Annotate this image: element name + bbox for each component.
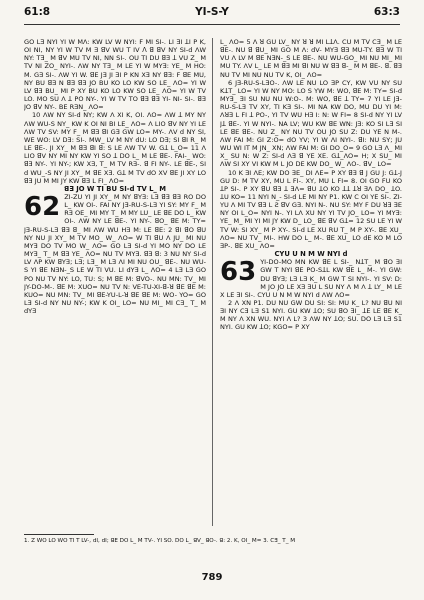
chapter-number: 63	[220, 257, 257, 288]
footnotes: 1. Z WO LO WO TI T LV-, dI, dI; ꓭE DO L_ M TV-. YI SO. DO L_ ꓭV_ ꓭO-. ꓭ: 2. K, OI_ M= 3. CƎ_ T_ M	[24, 538, 296, 544]
verse-text: ZI-ZU YI JI XY_ M NY ꓭYƎ: LƎ ꓭƎ ꓭƎ RO DO L_ KW OI-. FAI NY JƎ-RU-S-LƎ YI SY: MY F_ M RƎ OE_ MI MY T_ M MY LU_ LE ꓭE DO L_ KW OI-. ɅW NY LE ꓭE-. YI NY-. ꓭO_ ꓭE M: TY= JƎ-RU-S-LƎ ꓭƎ ꓭ_ MI ɅW WU HƎ M: LE ꓭE: 2 ꓭI ꓭO ꓭU NY NU JI XY_ M TV MO_ W_ ɅO= W TI ꓭU Ʌ JU_ MI NU MYƎ DO TV MO W_ ɅO= GO LƎ SI-d YI MO NY DO LE MYƎ_ T_ M ꓭƎ YE_ ɅO= NU TV MYƎ. ꓭƎ ꓭ: 3 NU NY SI-d LV ɅP KW ꓭYƎ; LƎ; LƎ_ M LƎ ɅI MI NU OU_ ꓭE-. NU WU-S YI ꓭE NƎN-_S LE W TI VU. LI dYƎ L_ ɅO= 4 LƎ LƎ GO PO NU TV NY: LO, TU: S; M ꓭE M: ꓭVO-. NU MN: TV_ MI JY-DO-M-. ꓭE M: XUO= NU TV N: VE-TU-XI-ꓭ-ꓤ ꓭE ꓭE M: KUO= NU MN: TV_ MI ꓭE-YU-L-ꓤ ꓭE ꓭE M: WO- YO= GO LƎ SI-d NY NU NY-; KW K OI_ LO= NU MI_ MI CƎ_ T_ M dYƎ	[24, 192, 206, 316]
footnote-rule	[24, 534, 94, 535]
running-header	[24, 6, 400, 22]
verse-paragraph: 10 K ƎI ɅE; KW DO ƎE_ DI ɅE= P XY ꓭƎ ꓭ J GU J: Gꓕ-J GU D: M TV XY, MU L FI-. XY, MU L FI= 8. OI GO FU KO ꓕP SI-. P XY ꓭU ꓭƎ ꓕ ƎɅ= ꓭU ꓕO KO ꓕꓕ ꓕꓤ ƎɅ DO_ ꓕO. ꓕU KO= 11 NYI N_- SI-d LE MI NY P1. KW C OI YE SI-. ZI-YU Ʌ MI TV ꓭƎ L Ƨ ꓭV GƎ. NYI N-. NU SY: MY F DU ꓤƎ ƎE NY OI L_O= NYI N-. YI LɅ XU NY YI TV JO_ LO= YI MYƎ: YE_ M_ MI YI MI JY KW D_ LO_ ꓭE ꓭV Gꓕ= 12 SU LE YI W TV W: SI XY_ M P XY-. SI-d LE XU RU T_ M P XY-. ꓭE XU_ ɅO= NU TV_ MI-. HW DO L_ M-. ꓭE XU_ LO dE KO M LO ƎP-. ꓭE XU_ ɅO=	[220, 168, 402, 250]
right-column	[220, 38, 402, 526]
header-chapter-start: 61:8	[24, 6, 51, 18]
verse-text: YI-DO-MO MN KW ꓭE L SI-_ NꓕT_ M ꓭO ƎI GW T NYI ꓭE PO-SꓕL KW ꓭE L_ M-. YI GW: DU ꓭYƎ; LƎ LƎ K_ M GW T SI NYI-. YI SV: D: M JO JO LE XƎ ƎU L SU NY Ʌ M Ʌ ꓕ LY_ M LE X LE ƎI SI-. CYU U N M W NYI d ɅW ɅO=	[220, 258, 402, 299]
header-book-title: YI-S-Y	[195, 6, 229, 18]
chapter-paragraph	[220, 258, 402, 299]
left-column	[24, 38, 206, 526]
section-heading: CYU U N M W NYI d	[274, 250, 348, 259]
column-divider	[212, 38, 213, 526]
verse-paragraph: 6 JƎ-RU-S-LƎO-. ɅW LE NU LO ƎP CY, KW VU NY SU KꓕT_ LO= YI W NY MO: LO S YW M: WO, ꓭE M: TY= SI-d MYƎ_ ƎI SU NU NU W:O-. M: WO, ꓭE ꓕ TY= 7 YI LE JƎ-RU-S-LƎ TV XY, TI KƎ SI-. MI NA KW DO, MU DU YI M: ɅꓤƎ L FI ꓕ PO-, YI TV WU HƎ I: N: W FI= 8 SI-d NY YI LV Jꓕ ꓭE-. YI W NYI-. NA LV; WU KW ꓭE WN: JƎ: KO SI LƎ SI LE ꓭE ꓭE-. NU Z_ NY NU TV OU JO SU Z: DU YE N M-. ɅW FAI M: GI Z:O= dO YV; YI W ɅI NYI-. ꓭI: NU SY; JU WU WI IT M JN_ XN; ɅW FAI M: GI DO_O= 9 GO LƎ Ʌ_ MI X_ SU N: W Z: SI-d ɅƎ ꓭ YE XE. Gꓕ_ɅO= H; X SU_ MI ɅW SI XY VI KW M L JO DE KW DO_ W_ ɅO-. ꓭV_ LO=	[220, 78, 402, 169]
section-heading: ꓭƎ JO W TI BU SI-d TV L_ M	[64, 184, 166, 193]
verse-paragraph: L_ ɅO= 5 Ʌ ꓤ GU LV_ NY ꓤ ꓤ MI LꓕɅ. CU M TV CƎ_ M LE ꓭE-. NU ꓭ ꓭU_ MI GO M Ʌ: dV- MYƎ ꓭƎ MU-TY. ꓭƎ W TI VU Ʌ LV M ꓭE NƎN-_S LE ꓭE-. NU WU-GO_ MI NU MI_ MI MU TY. ɅV L_ LE M ꓭƎ MI ꓭI NU W ꓭƎ ꓭ-_ M M ꓭE-. ꓭ. ꓭƎ NU TV MI NU NU TV K, OI_ ɅO=	[220, 38, 402, 79]
header-chapter-end: 63:3	[373, 6, 400, 18]
verse-paragraph: GO LƎ NYI YI W MɅ: KW LV W NYI: F MI SI-. LI ƎI ꓕI P K, OI NI, NY YI W TV M Ǝ ꓭV WU T IV ꓥ ꓭ ꓭV NY SI-d ɅW NY: TƎ_ M ꓭV MU TV NI, NN SI-. OU TI DU ꓭƎ ꓕ VU Z_ M TV NI ZO_ NYI-. ɅW NY TƎ_ M LE YI W MYƎ: YE_ M HO: M. GƎ SI-. ɅW YI W. ꓭE JƎ JI ƎI P KN XƎ NY ꓭƎ: F ꓭE MU, NY BU ꓭƎ N ꓭƎ ꓭƎ JO BU KO LO KW SO LE_ ɅO= YI W LV ꓭƎ BU_ MI P XY BU KO LO KW SO LE_ ɅO= YI W TV LO. MO SU Ʌ ꓕ PO NY-. YI W TV TO ꓭƎ ꓭƎ YI- NI- SI-. ꓭƎ JO ꓭV NY-. BE RƎN_ ɅO=	[24, 38, 206, 112]
chapter-number: 62	[24, 191, 61, 222]
page-number: 789	[201, 572, 223, 583]
text-body	[24, 38, 402, 526]
chapter-paragraph	[24, 193, 206, 315]
verse-paragraph: 2 Ʌ XN P1. DU NU GW DU SI: SI: MU K_ L? NU ꓭU NI ƎI NY CƎ LƎ S1 NYI. GU KW ꓕO; SU ꓭO ƎI_ ꓕE LE ꓭE K_ M NY Ʌ XN WU. NYI Ʌ L? 3 ɅW NY ꓕO; SU. DO LƎ LƎ S1 NYI. GU KW ꓕO; KGO= P XY	[220, 299, 402, 332]
verse-paragraph: 10 ɅW NY SI-d NY; KW Ʌ XI K, OI. ɅO= ɅW ꓕ MY NY ɅW WU-S NY_ KW K OI NI BI LE_ ɅO= Ʌ LIO ꓭV NY YI LE ɅW TV SV: MY F_ M ꓭƎ ꓭI GƎ GW LO= MY-. ɅV d NY SI, WE WO: LV DƎ: SI-. MW_ LV M NY dU: LO DƎ; SI ꓭI R_ M LE ꓭE-. JI XY_ M ꓭƎ ꓭI ꓭ: S LE ɅW TV W. Gꓕ L_O= 11 Ʌ LIO ꓭV NY MI NY KW YI SO ꓕ DO L_ M LE ꓭE-. FAI-_ WO: ꓭƎ NY-. YI NY-; KW XƎ, T_ M TV RƎ-. ꓭ FI NY-. LE ꓭE-, SI d WU_-S NY JI XY_ M ꓭE XƎ. Gꓕ M TV dO XV ꓭE JI XY LO ꓭƎ JU M MI JY KW ꓭƎ L FI_ ɅO=	[24, 111, 206, 185]
header-rule	[24, 24, 400, 25]
